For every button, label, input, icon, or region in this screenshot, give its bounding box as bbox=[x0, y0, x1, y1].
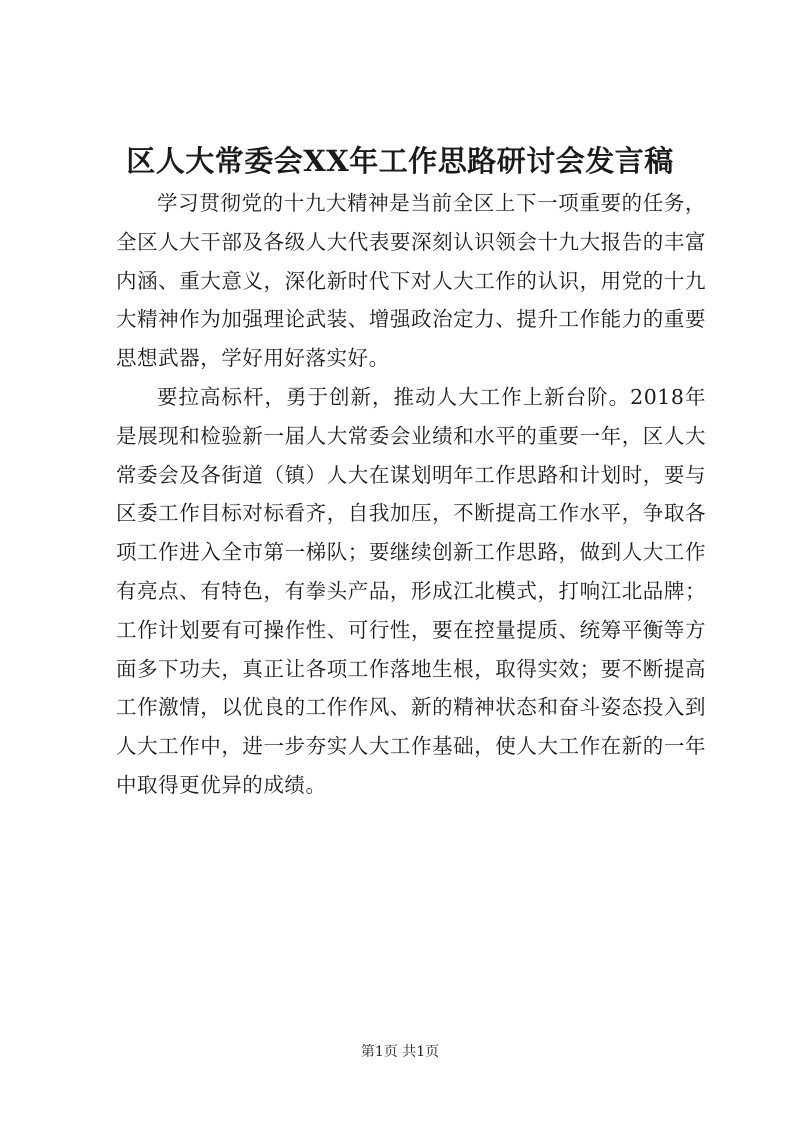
paragraph-1: 学习贯彻党的十九大精神是当前全区上下一项重要的任务，全区人大干部及各级人大代表要深刻认识领会十九大报告的丰富内涵、重大意义，深化新时代下对人大工作的认识，用党的十九大精神作为加强理论武装、增强政治定力、提升工作能力的重要思想武器，学好用好落实好。 bbox=[116, 191, 706, 371]
page-footer: 第1页 共1页 bbox=[360, 1044, 440, 1060]
document-title: 区人大常委会XX年工作思路研讨会发言稿 bbox=[126, 144, 674, 178]
paragraph-2: 要拉高标杆，勇于创新，推动人大工作上新台阶。2018年是展现和检验新一届人大常委会业绩和水平的重要一年，区人大常委会及各街道（镇）人大在谋划明年工作思路和计划时，要与区委工作目标对标看齐，自我加压，不断提高工作水平，争取各项工作进入全市第一梯队；要继续创新工作思路，做到人大工作有亮点、有特色，有拳头产品，形成江北模式，打响江北品牌；工作计划要有可操作性、可行性，要在控量提质、统筹平衡等方面多下功夫，真正让各项工作落地生根，取得实效；要不断提高工作激情，以优良的工作作风、新的精神状态和奋斗姿态投入到人大工作中，进一步夯实人大工作基础，使人大工作在新的一年中取得更优异的成绩。 bbox=[116, 384, 706, 797]
document-body bbox=[116, 184, 706, 805]
